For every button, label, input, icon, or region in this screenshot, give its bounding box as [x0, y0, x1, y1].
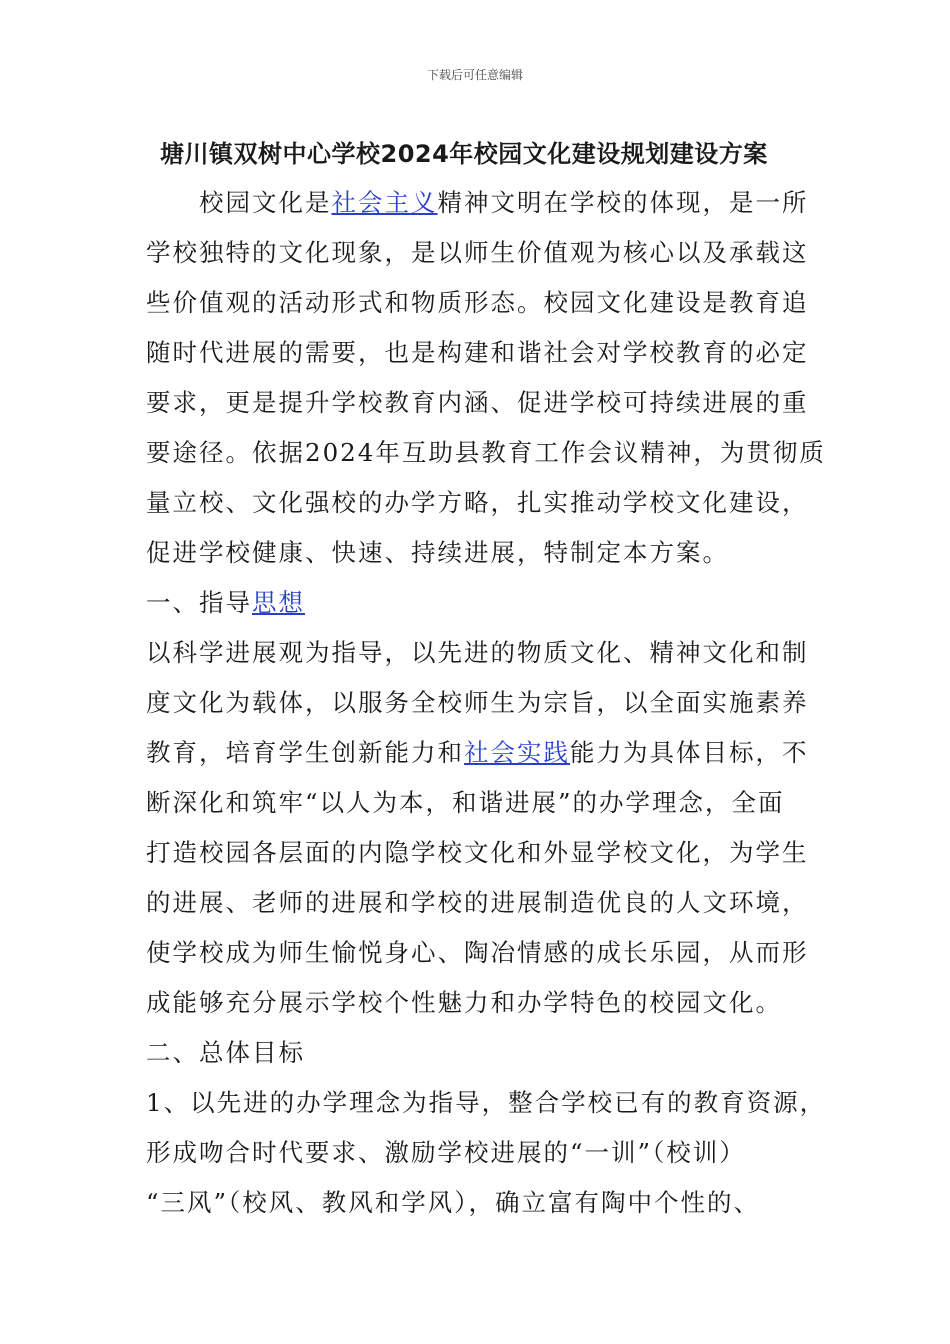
text-span: 校园文化是	[146, 188, 332, 217]
section-heading-overall-goal: 二、总体目标	[146, 1038, 305, 1067]
page-header: 下载后可任意编辑	[426, 68, 523, 82]
paragraph-line: 要途径。依据2024年互助县教育工作会议精神，为贯彻质	[146, 438, 826, 467]
paragraph-line: 成能够充分展示学校个性魅力和办学特色的校园文化。	[146, 988, 782, 1017]
paragraph-line: 使学校成为师生愉悦身心、陶冶情感的成长乐园，从而形	[146, 938, 809, 967]
paragraph-line	[146, 728, 811, 778]
text-span: 一、指导	[146, 588, 252, 617]
paragraph-line: 1、以先进的办学理念为指导，整合学校已有的教育资源，	[146, 1088, 827, 1117]
paragraph-line: 要求，更是提升学校教育内涵、促进学校可持续进展的重	[146, 388, 809, 417]
paragraph-line: 随时代进展的需要，也是构建和谐社会对学校教育的必定	[146, 338, 809, 367]
text-span: 教育，培育学生创新能力和	[146, 738, 464, 767]
paragraph-line	[146, 178, 811, 228]
paragraph-line: 度文化为载体，以服务全校师生为宗旨，以全面实施素养	[146, 688, 809, 717]
paragraph-line: 促进学校健康、快速、持续进展，特制定本方案。	[146, 538, 729, 567]
section-heading-guiding-thought	[146, 578, 811, 628]
paragraph-line: 形成吻合时代要求、激励学校进展的“一训”（校训）	[146, 1138, 746, 1167]
link-social-practice[interactable]: 社会实践	[464, 738, 570, 767]
paragraph-line: 学校独特的文化现象，是以师生价值观为核心以及承载这	[146, 238, 809, 267]
paragraph-line: 的进展、老师的进展和学校的进展制造优良的人文环境，	[146, 888, 809, 917]
document-body	[146, 178, 827, 1228]
link-socialism[interactable]: 社会主义	[331, 188, 438, 217]
text-span: 能力为具体目标，不	[570, 738, 809, 767]
text-span: 精神文明在学校的体现，是一所	[437, 188, 809, 217]
paragraph-line: “三风”（校风、教风和学风），确立富有陶中个性的、	[146, 1188, 761, 1217]
paragraph-line: 以科学进展观为指导，以先进的物质文化、精神文化和制	[146, 638, 809, 667]
link-thought[interactable]: 思想	[252, 588, 305, 617]
paragraph-line: 些价值观的活动形式和物质形态。校园文化建设是教育追	[146, 288, 809, 317]
document-title: 塘川镇双树中心学校2024年校园文化建设规划建设方案	[160, 140, 768, 168]
paragraph-line: 打造校园各层面的内隐学校文化和外显学校文化，为学生	[146, 838, 809, 867]
paragraph-line: 断深化和筑牢“以人为本，和谐进展”的办学理念，全面	[146, 788, 785, 817]
paragraph-line: 量立校、文化强校的办学方略，扎实推动学校文化建设，	[146, 488, 809, 517]
